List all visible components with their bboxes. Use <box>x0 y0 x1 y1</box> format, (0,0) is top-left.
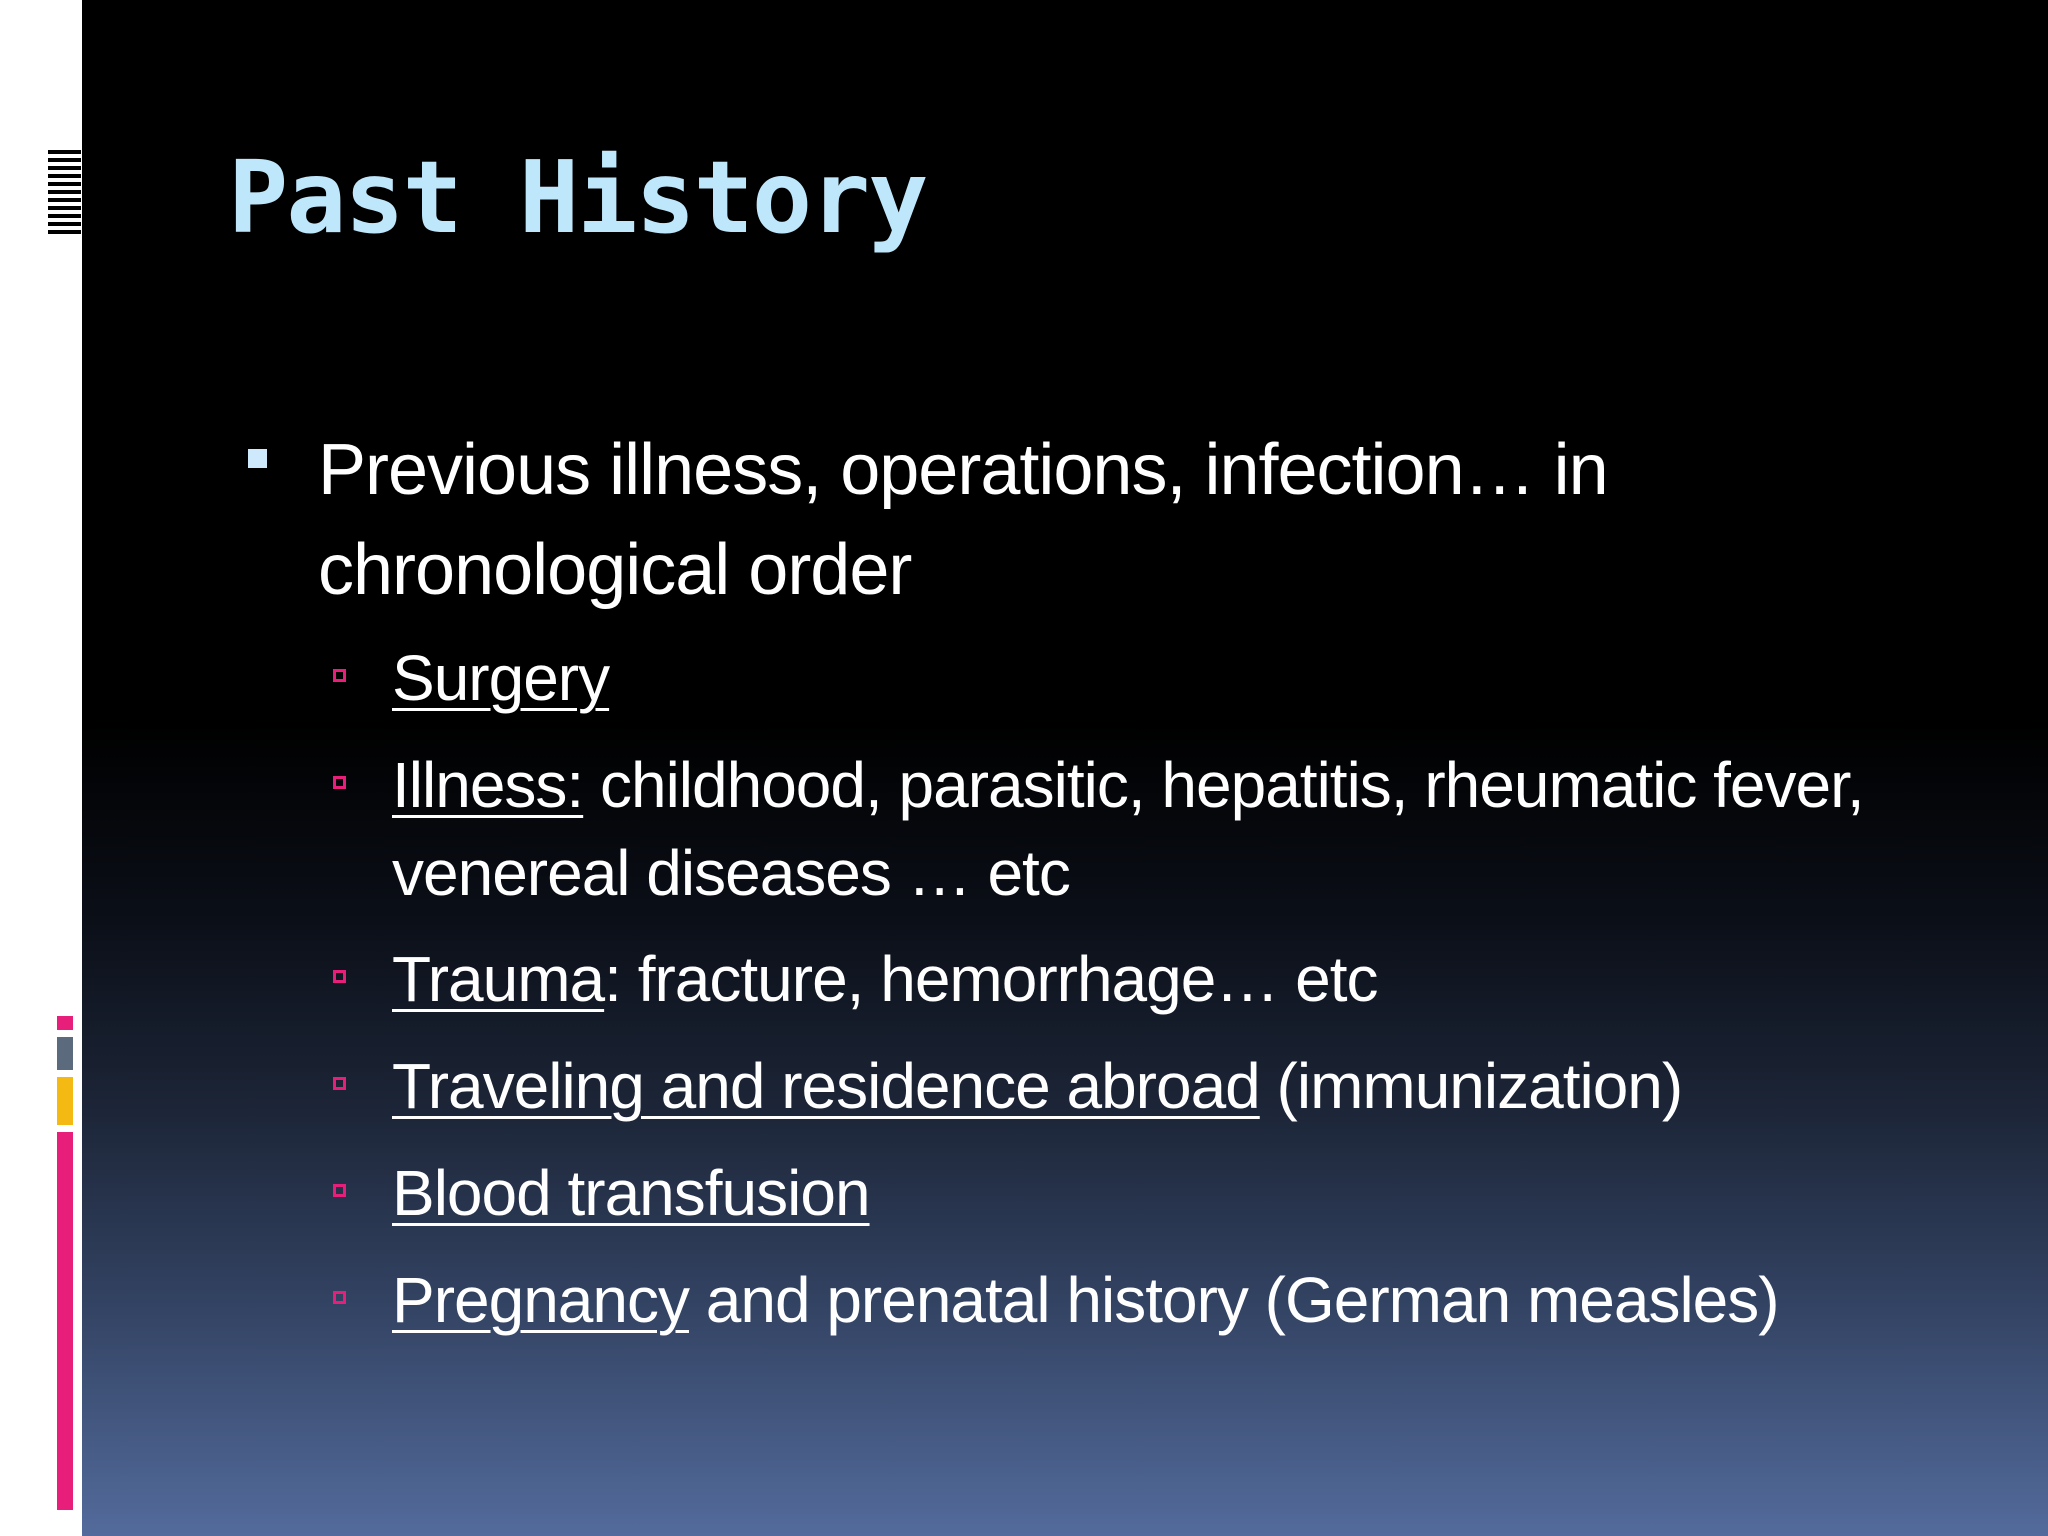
sub-item-detail: childhood, parasitic, hepatitis, rheumatic fever, venereal diseases … etc <box>392 749 1864 909</box>
sub-item-travel <box>392 1042 1972 1130</box>
sub-item-term: Blood transfusion <box>392 1157 870 1229</box>
sub-item-detail: : fracture, hemorrhage… etc <box>604 943 1378 1015</box>
main-point: Previous illness, operations, infection… in chronological order <box>318 430 1608 610</box>
sub-item-trauma <box>392 935 1972 1023</box>
square-bullet-outline-icon <box>333 1077 346 1090</box>
square-bullet-icon <box>248 449 267 468</box>
sub-item-term: Trauma <box>392 943 605 1015</box>
sub-item-detail: (immunization) <box>1259 1050 1683 1122</box>
sub-item-term: Pregnancy <box>392 1264 689 1336</box>
square-bullet-outline-icon <box>333 776 346 789</box>
sub-item-term: Illness: <box>392 749 584 821</box>
sub-item-detail: and prenatal history (German measles) <box>688 1264 1779 1336</box>
sub-item-blood <box>392 1149 1972 1237</box>
sub-item-pregnancy <box>392 1256 1972 1344</box>
square-bullet-outline-icon <box>333 669 346 682</box>
square-bullet-outline-icon <box>333 1184 346 1197</box>
sub-item-surgery <box>392 634 1972 722</box>
sub-item-term: Surgery <box>392 642 610 714</box>
slide-title: Past History <box>228 139 927 256</box>
square-bullet-outline-icon <box>333 1291 346 1304</box>
square-bullet-outline-icon <box>333 970 346 983</box>
sub-item-term: Traveling and residence abroad <box>392 1050 1260 1122</box>
sub-item-illness <box>392 741 1972 917</box>
